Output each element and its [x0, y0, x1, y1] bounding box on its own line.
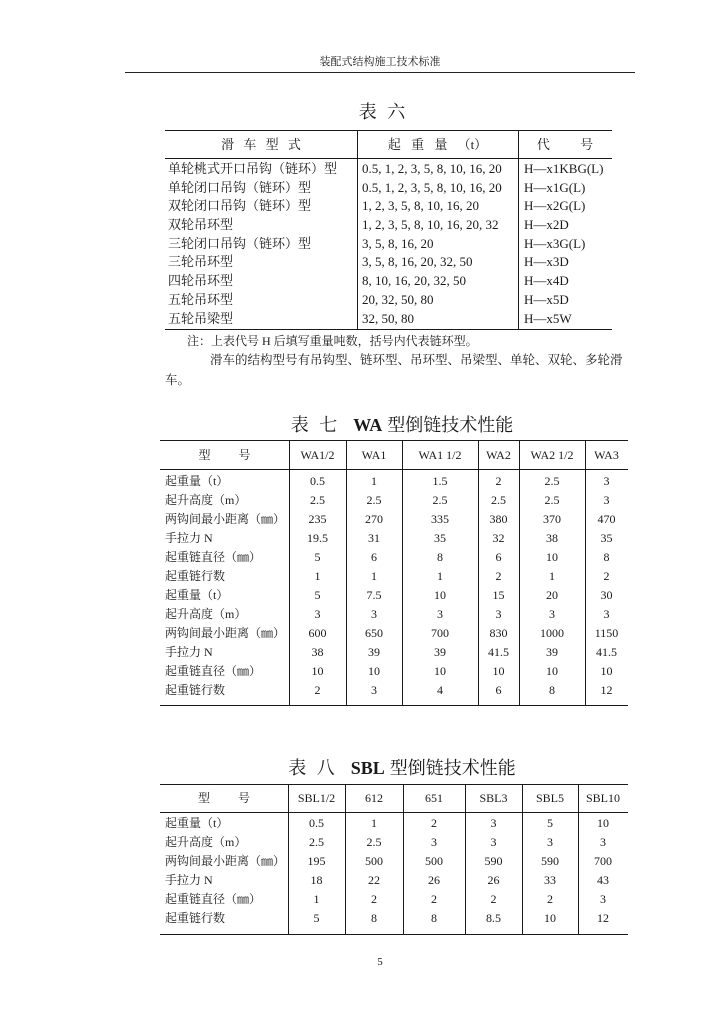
value-cell: 500	[365, 854, 383, 868]
table-row	[160, 890, 628, 909]
row-label-cell: 手拉力 N	[165, 873, 213, 887]
value-cell: 2.5	[366, 493, 382, 507]
table-row	[160, 510, 628, 529]
column-header: WA1/2	[300, 448, 335, 462]
value-cell: 6	[371, 550, 377, 564]
value-cell: 26	[487, 873, 500, 887]
row-label-cell: 三轮吊环型	[168, 254, 234, 270]
value-cell: 10	[546, 664, 558, 678]
table-header-row	[160, 441, 628, 470]
table-row	[165, 216, 612, 235]
value-cell: 235	[308, 512, 327, 526]
value-cell: 6	[495, 683, 502, 697]
column-rule	[289, 441, 290, 705]
value-cell: 39	[434, 645, 446, 659]
value-cell: 8.5	[486, 911, 501, 925]
value-cell: 38	[546, 531, 558, 545]
table8	[160, 784, 628, 935]
value-cell: 3	[603, 607, 610, 621]
value-cell: 1, 2, 3, 5, 8, 10, 16, 20, 32	[362, 217, 499, 233]
value-cell: 700	[594, 854, 612, 868]
row-label-cell: 两钩间最小距离（㎜）	[165, 854, 286, 868]
table8-title-text: 型倒链技术性能	[389, 758, 516, 778]
value-cell: 2	[314, 683, 321, 697]
value-cell: 2.5	[309, 835, 324, 849]
table7-title-number: 表 七	[290, 415, 338, 435]
value-cell: 2	[431, 816, 437, 830]
table-body	[160, 470, 628, 705]
table7	[160, 440, 628, 706]
column-header: 滑 车 型 式	[221, 137, 301, 152]
value-cell: 3	[600, 835, 606, 849]
table-body	[165, 159, 612, 329]
value-cell: 8	[371, 911, 377, 925]
header-rule	[125, 72, 635, 73]
table-row	[160, 567, 628, 586]
table6-title: 表 六	[358, 102, 406, 122]
value-cell: 2	[547, 892, 553, 906]
value-cell: 590	[484, 854, 503, 868]
value-cell: 39	[368, 645, 380, 659]
value-cell: 32, 50, 80	[362, 310, 414, 326]
value-cell: 2	[495, 474, 502, 488]
column-rule	[519, 441, 520, 705]
value-cell: 3, 5, 8, 16, 20, 32, 50	[362, 254, 473, 270]
row-label-cell: 三轮闭口吊钩（链环）型	[168, 235, 312, 251]
table-row	[165, 160, 612, 179]
value-cell: 26	[428, 873, 440, 887]
table-row	[160, 681, 628, 700]
column-rule	[518, 131, 519, 329]
row-label-cell: 单轮桃式开口吊钩（链环）型	[168, 161, 338, 176]
value-cell: 32	[492, 531, 505, 545]
value-cell: 1	[313, 892, 320, 906]
column-header: WA2 1/2	[530, 448, 574, 462]
value-cell: 15	[492, 588, 505, 602]
value-cell: 4	[437, 683, 443, 697]
table7-title-model: WA	[353, 415, 383, 435]
row-label-cell: 起重链行数	[165, 911, 226, 925]
column-header: 651	[425, 791, 443, 805]
row-label-cell: 两钩间最小距离（㎜）	[165, 512, 286, 526]
table-row	[160, 662, 628, 681]
column-header: 代 号	[536, 137, 594, 152]
value-cell: 0.5	[309, 816, 324, 830]
value-cell: 0.5, 1, 2, 3, 5, 8, 10, 16, 20	[362, 161, 502, 176]
column-rule	[357, 131, 358, 329]
row-label-cell: 双轮吊环型	[168, 217, 234, 233]
table-row	[160, 833, 628, 852]
value-cell: 3	[547, 835, 553, 849]
value-cell: 33	[544, 873, 556, 887]
value-cell: 3	[371, 683, 377, 697]
value-cell: 2	[431, 892, 437, 906]
value-cell: 2.5	[432, 493, 448, 507]
value-cell: 5	[314, 588, 321, 602]
value-cell: 43	[597, 873, 609, 887]
value-cell: 1150	[594, 626, 619, 640]
column-rule	[402, 441, 403, 705]
value-cell: 20	[546, 588, 558, 602]
value-cell: 35	[600, 531, 613, 545]
value-cell: H—x5D	[524, 291, 569, 307]
table-row	[165, 253, 612, 272]
column-header: 612	[365, 791, 383, 805]
value-cell: 3, 5, 8, 16, 20	[362, 235, 434, 251]
value-cell: 370	[543, 512, 561, 526]
row-label-cell: 单轮闭口吊钩（链环）型	[168, 179, 312, 195]
value-cell: 8	[603, 550, 610, 564]
row-label-cell: 手拉力 N	[165, 645, 213, 659]
value-cell: H—x4D	[524, 273, 569, 289]
value-cell: 10	[368, 664, 380, 678]
table-row	[165, 197, 612, 216]
value-cell: 830	[489, 626, 508, 640]
column-header: WA2	[486, 448, 511, 462]
value-cell: 700	[431, 626, 449, 640]
column-rule	[346, 441, 347, 705]
running-header-title: 装配式结构施工技术标准	[319, 56, 441, 68]
value-cell: 5	[547, 816, 553, 830]
row-label-cell: 双轮闭口吊钩（链环）型	[168, 198, 312, 214]
value-cell: H—x1KBG(L)	[524, 161, 604, 176]
table7-title	[250, 414, 554, 436]
column-rule	[478, 441, 479, 705]
column-header: SBL3	[479, 791, 508, 805]
row-label-cell: 手拉力 N	[165, 531, 213, 545]
table-body	[160, 813, 628, 934]
value-cell: 10	[546, 550, 558, 564]
value-cell: 2	[603, 569, 610, 583]
row-label-cell: 起重链行数	[165, 569, 226, 583]
value-cell: 1	[371, 816, 377, 830]
value-cell: 19.5	[307, 531, 328, 545]
column-header: 起 重 量 （t）	[387, 137, 488, 152]
value-cell: 470	[597, 512, 616, 526]
value-cell: 1	[371, 569, 377, 583]
column-rule	[578, 785, 579, 934]
column-rule	[288, 785, 289, 934]
table-row	[160, 529, 628, 548]
table-header-row	[165, 131, 612, 159]
value-cell: 2.5	[544, 493, 560, 507]
value-cell: 10	[311, 664, 324, 678]
value-cell: 3	[603, 493, 610, 507]
value-cell: 1, 2, 3, 5, 8, 10, 16, 20	[362, 198, 479, 214]
row-label-cell: 五轮吊环型	[168, 291, 234, 307]
value-cell: 3	[431, 835, 437, 849]
value-cell: 39	[546, 645, 558, 659]
column-header: WA3	[594, 448, 619, 462]
table8-title-number: 表 八	[288, 758, 335, 778]
table-row	[160, 491, 628, 510]
value-cell: 335	[431, 512, 449, 526]
row-label-cell: 起重量（t）	[165, 816, 229, 830]
row-label-cell: 起升高度（m）	[165, 607, 247, 621]
value-cell: 380	[489, 512, 508, 526]
value-cell: 3	[490, 835, 497, 849]
value-cell: 8, 10, 16, 20, 32, 50	[362, 273, 466, 289]
value-cell: H—x2D	[524, 217, 569, 233]
value-cell: 3	[495, 607, 502, 621]
value-cell: 1	[437, 569, 443, 583]
value-cell: 22	[368, 873, 380, 887]
value-cell: 10	[597, 816, 609, 830]
table8-title	[250, 757, 554, 779]
table-row	[165, 310, 612, 329]
column-header: 型 号	[197, 791, 250, 805]
paragraph-line: 滑车的结构型号有吊钩型、链环型、吊环型、吊梁型、单轮、双轮、多轮滑	[210, 353, 623, 367]
value-cell: H—x3D	[524, 254, 569, 270]
value-cell: 18	[310, 873, 323, 887]
table6-note: 注：上表代号 H 后填写重量吨数，括号内代表链环型。	[187, 334, 478, 348]
table-row	[160, 472, 628, 491]
value-cell: 2.5	[310, 493, 325, 507]
value-cell: 6	[495, 550, 502, 564]
table-row	[160, 871, 628, 890]
value-cell: 600	[308, 626, 327, 640]
row-label-cell: 四轮吊环型	[168, 273, 234, 289]
value-cell: 38	[311, 645, 324, 659]
table-row	[160, 909, 628, 928]
value-cell: 10	[434, 588, 446, 602]
table8-title-model: SBL	[350, 758, 385, 778]
column-rule	[585, 441, 586, 705]
value-cell: 1000	[540, 626, 564, 640]
table-row	[165, 272, 612, 291]
value-cell: 35	[434, 531, 446, 545]
table-row	[160, 643, 628, 662]
value-cell: 2.5	[491, 493, 506, 507]
column-header: WA1	[361, 448, 387, 462]
row-label-cell: 五轮吊梁型	[168, 310, 234, 326]
value-cell: H—x2G(L)	[524, 198, 586, 214]
value-cell: 1	[371, 474, 377, 488]
value-cell: 2	[371, 892, 377, 906]
row-label-cell: 两钩间最小距离（㎜）	[165, 626, 286, 640]
value-cell: 590	[541, 854, 559, 868]
value-cell: 1	[314, 569, 321, 583]
value-cell: 41.5	[596, 645, 617, 659]
value-cell: 3	[549, 607, 555, 621]
value-cell: 7.5	[366, 588, 382, 602]
table-row	[160, 605, 628, 624]
value-cell: 8	[549, 683, 555, 697]
row-label-cell: 起重链直径（㎜）	[165, 550, 262, 564]
value-cell: H—x5W	[524, 310, 572, 326]
row-label-cell: 起升高度（m）	[165, 493, 247, 507]
value-cell: 31	[368, 531, 380, 545]
column-header: SBL1/2	[297, 791, 336, 805]
value-cell: 20, 32, 50, 80	[362, 291, 434, 307]
value-cell: H—x3G(L)	[524, 235, 586, 251]
column-header: 型 号	[198, 448, 251, 462]
row-label-cell: 起重链直径（㎜）	[165, 664, 262, 678]
paragraph-line: 车。	[165, 373, 191, 387]
value-cell: 10	[544, 911, 556, 925]
value-cell: 2	[490, 892, 497, 906]
row-label-cell: 起升高度（m）	[165, 835, 247, 849]
page-number: 5	[377, 956, 383, 968]
value-cell: 5	[314, 550, 321, 564]
column-rule	[465, 785, 466, 934]
value-cell: 500	[425, 854, 443, 868]
value-cell: 10	[600, 664, 613, 678]
column-rule	[403, 785, 404, 934]
table-row	[160, 548, 628, 567]
table-row	[160, 814, 628, 833]
value-cell: 30	[600, 588, 613, 602]
table-row	[160, 586, 628, 605]
value-cell: 3	[490, 816, 497, 830]
value-cell: 195	[307, 854, 326, 868]
table-row	[165, 291, 612, 310]
value-cell: 1	[549, 569, 555, 583]
table6	[165, 130, 612, 330]
value-cell: 12	[597, 911, 609, 925]
value-cell: 10	[434, 664, 446, 678]
value-cell: 1.5	[432, 474, 448, 488]
value-cell: 12	[600, 683, 613, 697]
value-cell: 2	[495, 569, 502, 583]
column-header: WA1 1/2	[418, 448, 462, 462]
value-cell: 0.5, 1, 2, 3, 5, 8, 10, 16, 20	[362, 179, 502, 195]
table-header-row	[160, 785, 628, 813]
value-cell: 5	[313, 911, 320, 925]
value-cell: 650	[365, 626, 383, 640]
row-label-cell: 起重链行数	[165, 683, 226, 697]
value-cell: 3	[600, 892, 606, 906]
table-row	[165, 235, 612, 254]
column-header: SBL10	[585, 791, 620, 805]
value-cell: 3	[603, 474, 610, 488]
column-rule	[345, 785, 346, 934]
table-row	[165, 179, 612, 198]
row-label-cell: 起重量（t）	[165, 588, 229, 602]
table7-title-text: 型倒链技术性能	[387, 415, 514, 435]
value-cell: 270	[365, 512, 383, 526]
value-cell: 2.5	[366, 835, 382, 849]
value-cell: 2.5	[544, 474, 560, 488]
table-row	[160, 852, 628, 871]
column-header: SBL5	[535, 791, 564, 805]
value-cell: 0.5	[310, 474, 325, 488]
value-cell: 41.5	[488, 645, 509, 659]
value-cell: 3	[371, 607, 377, 621]
value-cell: 3	[314, 607, 321, 621]
value-cell: 8	[431, 911, 437, 925]
value-cell: H—x1G(L)	[524, 179, 586, 195]
row-label-cell: 起重量（t）	[165, 474, 229, 488]
value-cell: 8	[437, 550, 443, 564]
table-row	[160, 624, 628, 643]
column-rule	[522, 785, 523, 934]
value-cell: 10	[492, 664, 505, 678]
value-cell: 3	[437, 607, 443, 621]
row-label-cell: 起重链直径（㎜）	[165, 892, 262, 906]
